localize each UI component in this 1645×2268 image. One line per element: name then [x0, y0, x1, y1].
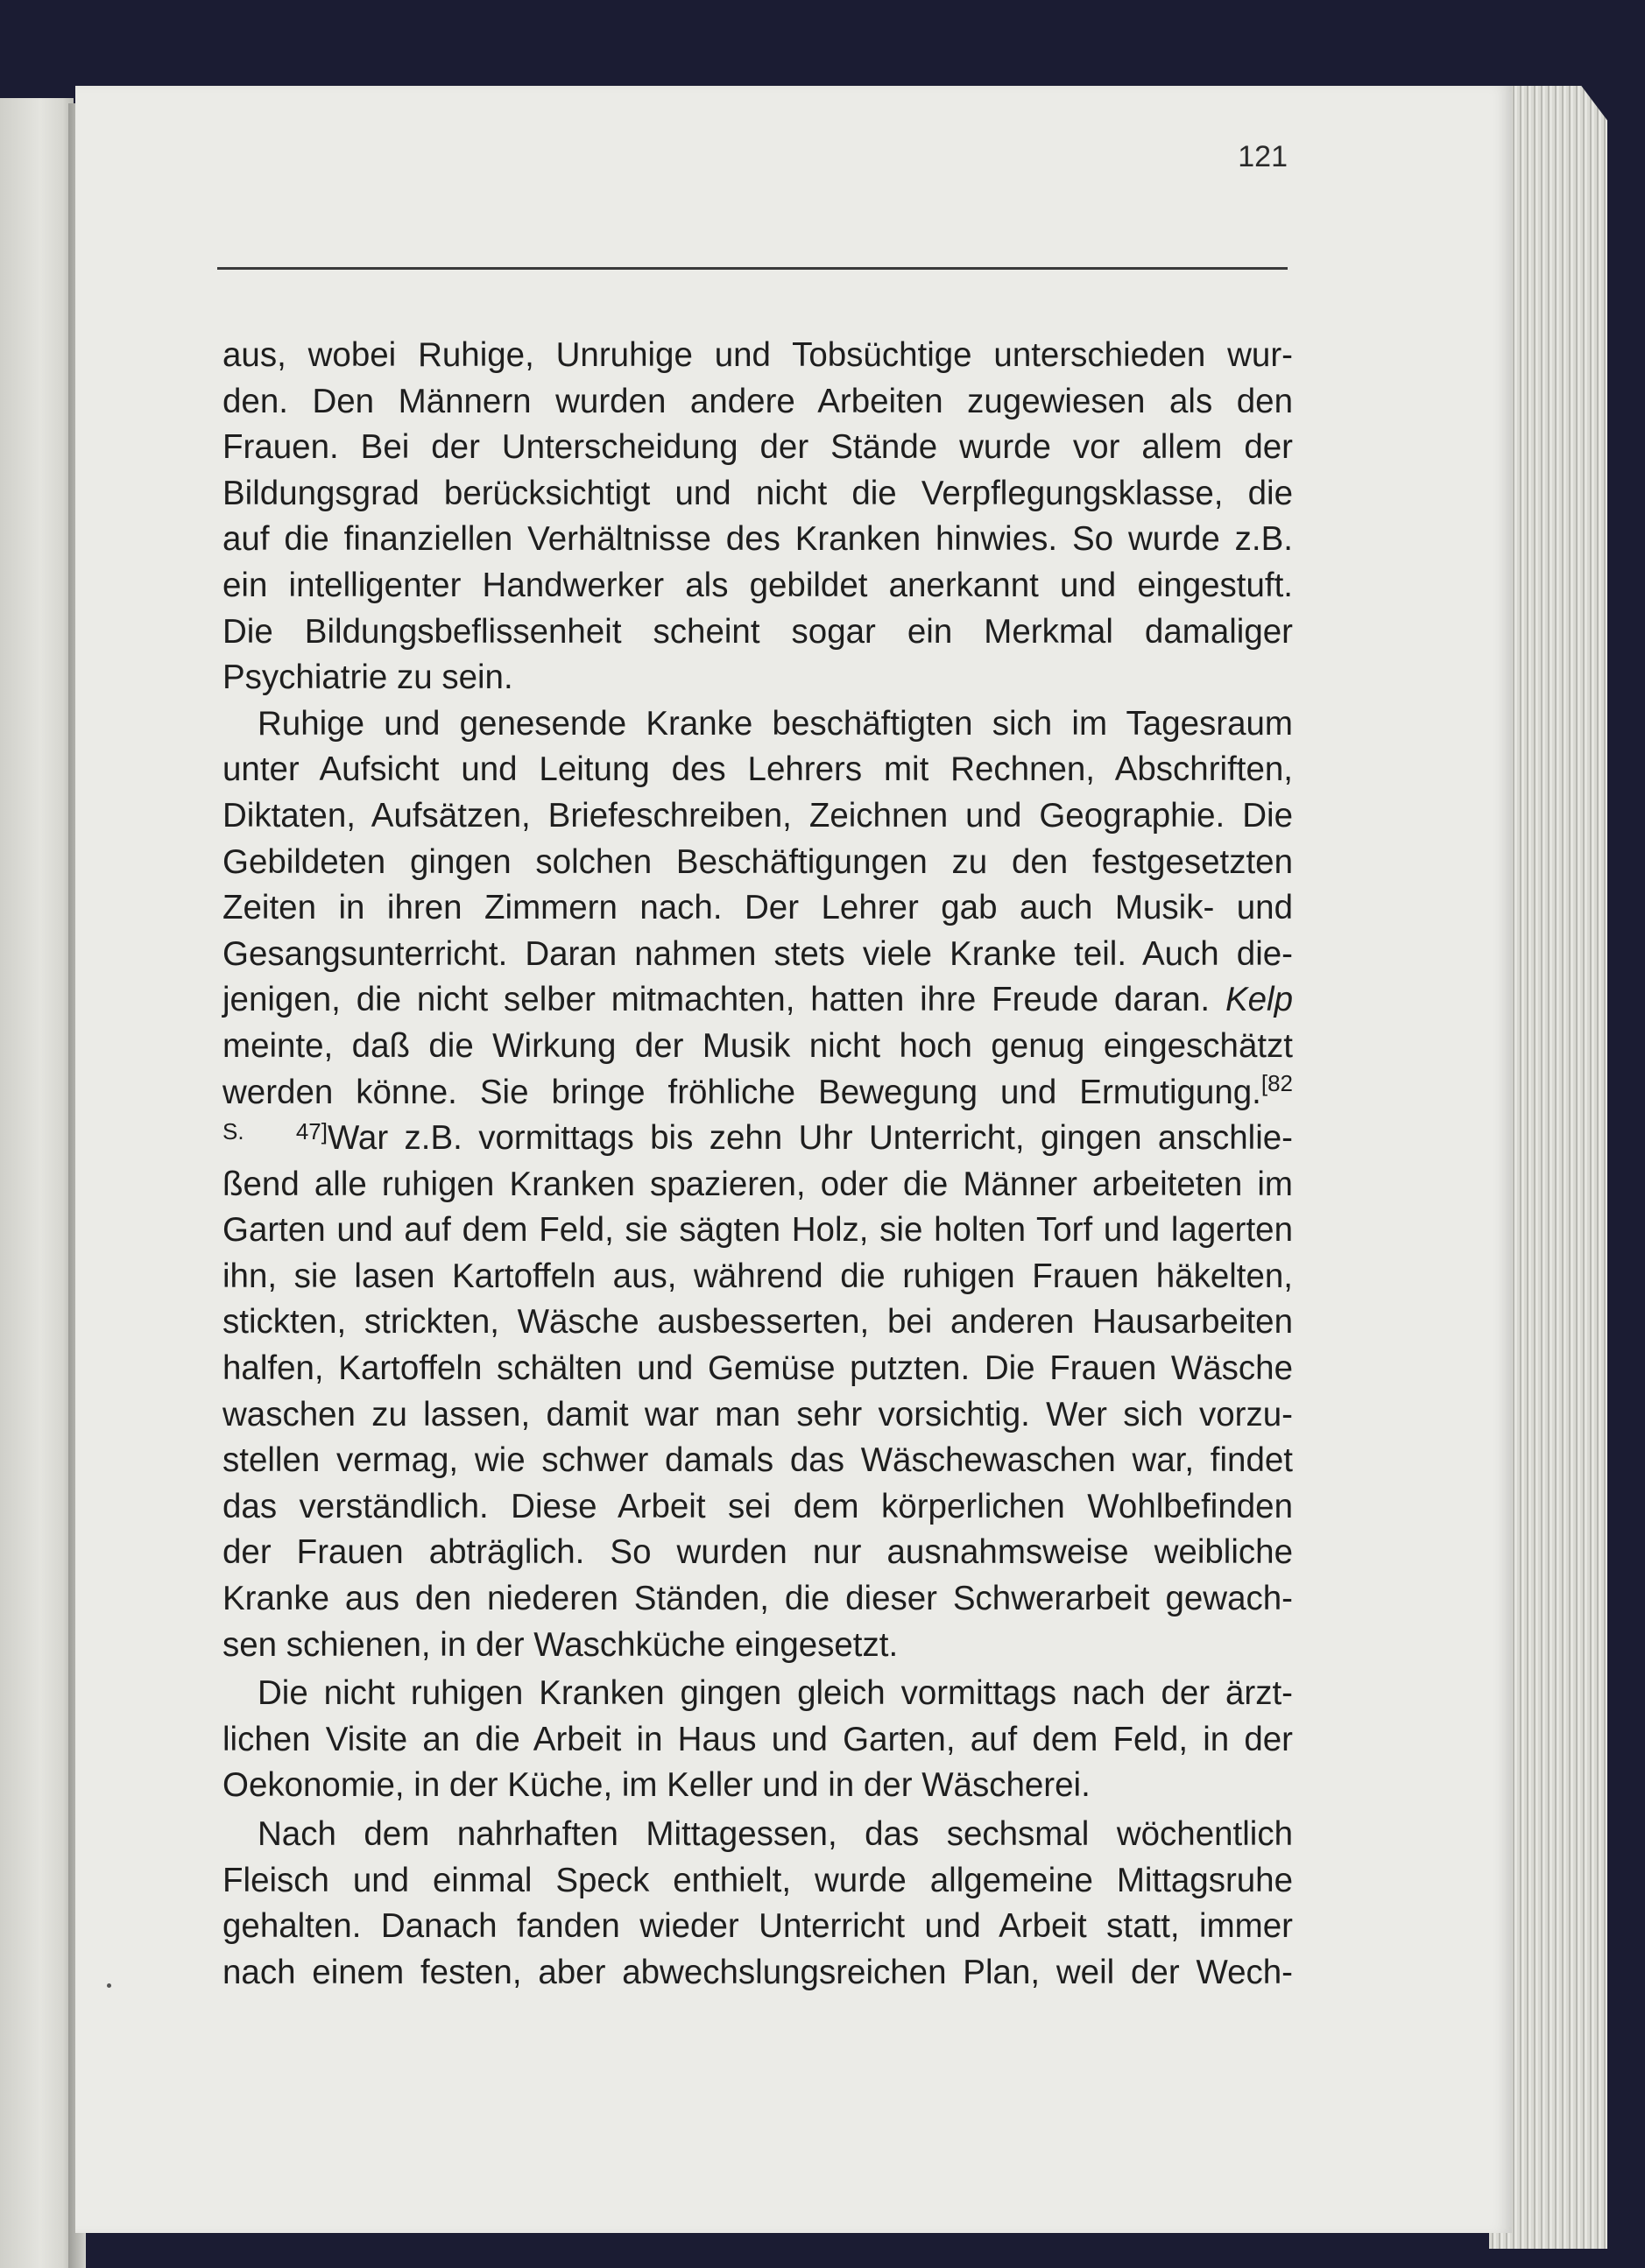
text-line	[222, 1070, 1293, 1116]
text-line: waschen zu lassen, damit war man sehr vorsichtig. Wer sich vorzu-	[222, 1395, 1293, 1433]
text-line: ein intelligenter Handwerker als gebildet anerkannt und eingestuft.	[222, 566, 1293, 604]
text-line: lichen Visite an die Arbeit in Haus und Garten, auf dem Feld, in der	[222, 1720, 1293, 1758]
margin-speck	[107, 1983, 111, 1988]
text-line: nach einem festen, aber abwechslungsreichen Plan, weil der Wech-	[222, 1953, 1293, 1991]
header-rule	[217, 267, 1288, 270]
text-line: den. Den Männern wurden andere Arbeiten zugewiesen als den	[222, 382, 1293, 420]
text-line: Frauen. Bei der Unterscheidung der Stände wurde vor allem der	[222, 428, 1293, 467]
text-line: Garten und auf dem Feld, sie sägten Holz, sie holten Torf und lagerten	[222, 1211, 1293, 1250]
text-line: Gesangsunterricht. Daran nahmen stets viele Kranke teil. Auch die-	[222, 934, 1293, 973]
text-line: sen schienen, in der Waschküche eingesetzt.	[222, 1625, 899, 1664]
text-line: Kranke aus den niederen Ständen, die dieser Schwerarbeit gewach-	[222, 1580, 1293, 1618]
text-line: aus, wobei Ruhige, Unruhige und Tobsüchtige unterschieden wur-	[222, 336, 1293, 374]
text-line: Fleisch und einmal Speck enthielt, wurde allgemeine Mittagsruhe	[222, 1861, 1293, 1899]
author-name: Kelp	[1225, 981, 1293, 1019]
text-line: der Frauen abträglich. So wurden nur ausnahmsweise weibliche	[222, 1533, 1293, 1572]
text-line: Die Bildungsbeflissenheit scheint sogar ein Merkmal damaliger	[222, 612, 1293, 651]
text-line: Ruhige und genesende Kranke beschäftigten sich im Tagesraum	[258, 704, 1293, 743]
text-line	[222, 1116, 1293, 1162]
text-line: Oekonomie, in der Küche, im Keller und in der Wäscherei.	[222, 1766, 1091, 1805]
text-line: ßend alle ruhigen Kranken spazieren, oder die Männer arbeiteten im	[222, 1165, 1293, 1203]
text-line: ihn, sie lasen Kartoffeln aus, während die ruhigen Frauen häkelten,	[222, 1257, 1293, 1295]
text-line: Psychiatrie zu sein.	[222, 659, 513, 697]
text-line: Die nicht ruhigen Kranken gingen gleich vormittags nach der ärzt-	[258, 1674, 1293, 1713]
text-line: Zeiten in ihren Zimmern nach. Der Lehrer gab auch Musik- und	[222, 889, 1293, 927]
text-line: auf die finanziellen Verhältnisse des Kranken hinwies. So wurde z.B.	[222, 520, 1293, 559]
text-line: unter Aufsicht und Leitung des Lehrers mit Rechnen, Abschriften,	[222, 750, 1293, 789]
text-segment: werden könne. Sie bringe fröhliche Bewegung und Ermutigung.	[222, 1073, 1261, 1111]
citation-continuation: S. 47]	[222, 1118, 328, 1145]
text-segment: jenigen, die nicht selber mitmachten, hatten ihre Freude daran.	[222, 981, 1211, 1019]
left-page-edge	[0, 98, 74, 2268]
page-number: 121	[1238, 140, 1288, 173]
text-line: das verständlich. Diese Arbeit sei dem körperlichen Wohlbefinden	[222, 1487, 1293, 1525]
text-line: Bildungsgrad berücksichtigt und nicht die Verpflegungsklasse, die	[222, 474, 1293, 512]
text-segment: War z.B. vormittags bis zehn Uhr Unterricht, gingen anschlie-	[328, 1119, 1293, 1158]
text-line: gehalten. Danach fanden wieder Unterricht und Arbeit statt, immer	[222, 1907, 1293, 1946]
text-line: Gebildeten gingen solchen Beschäftigungen zu den festgesetzten	[222, 842, 1293, 881]
text-line: stickten, strickten, Wäsche ausbesserten, bei anderen Hausarbeiten	[222, 1303, 1293, 1342]
text-line	[222, 977, 1293, 1024]
text-line: halfen, Kartoffeln schälten und Gemüse putzten. Die Frauen Wäsche	[222, 1349, 1293, 1388]
text-line: meinte, daß die Wirkung der Musik nicht hoch genug eingeschätzt	[222, 1026, 1293, 1065]
body-text	[222, 333, 1293, 1996]
text-line: Diktaten, Aufsätzen, Briefeschreiben, Zeichnen und Geographie. Die	[222, 796, 1293, 835]
citation-marker: [82	[1260, 1069, 1293, 1096]
text-line: stellen vermag, wie schwer damals das Wäschewaschen war, findet	[222, 1441, 1293, 1480]
text-line: Nach dem nahrhaften Mittagessen, das sechsmal wöchentlich	[258, 1815, 1293, 1853]
